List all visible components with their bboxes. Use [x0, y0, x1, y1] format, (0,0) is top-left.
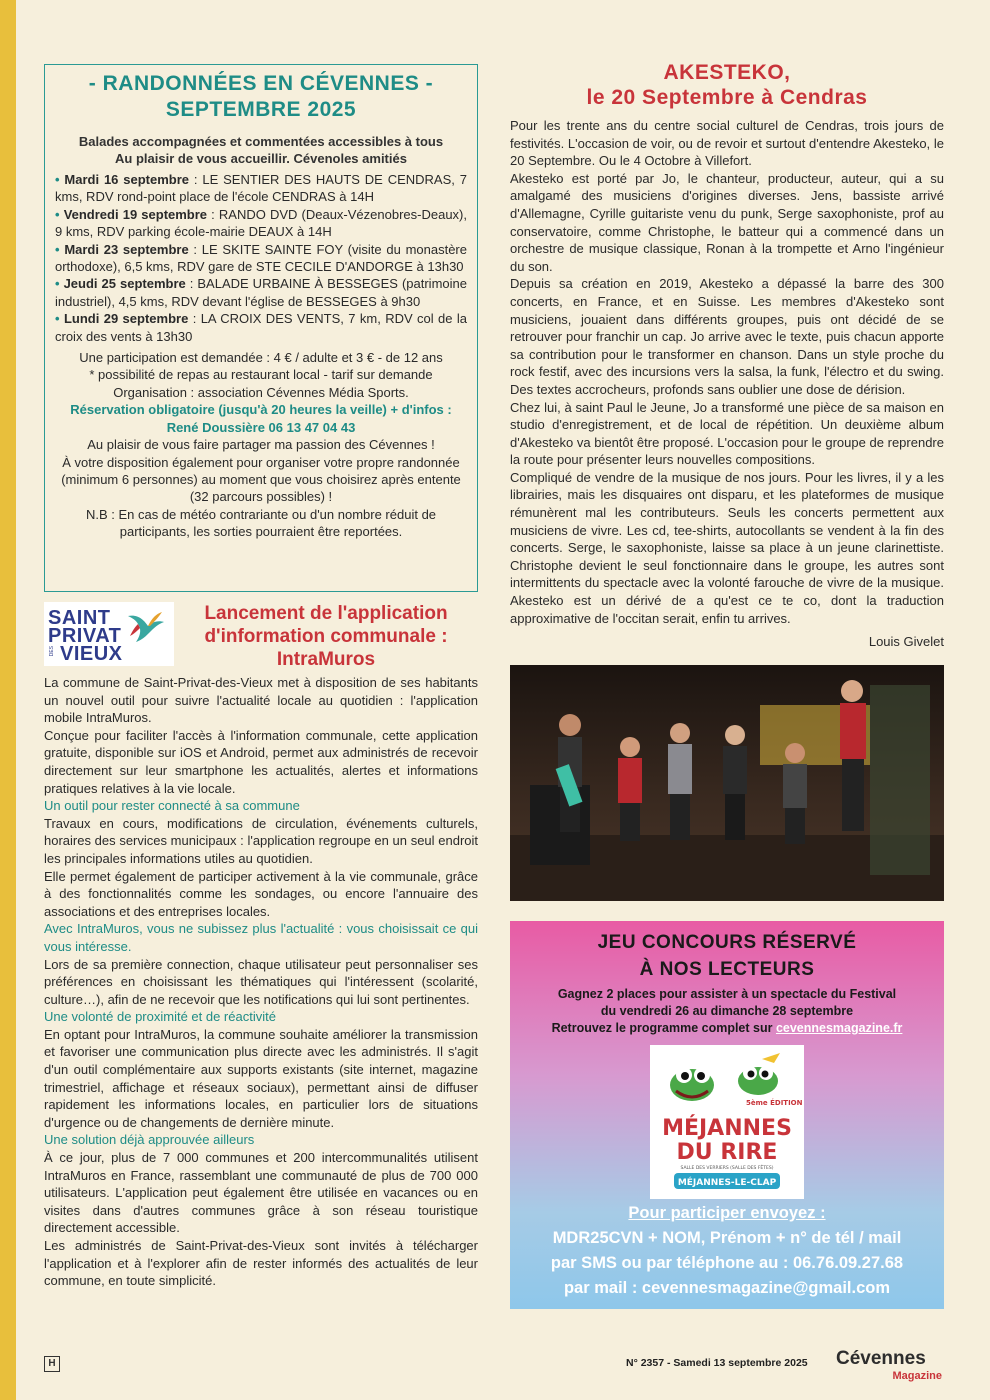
page-letter-badge: H	[44, 1356, 60, 1372]
akesteko-title: AKESTEKO, le 20 Septembre à Cendras	[586, 61, 868, 109]
svg-text:MÉJANNES: MÉJANNES	[662, 1115, 792, 1141]
intramuros-header	[44, 602, 478, 674]
svg-text:SALLE DES VERRIERS (SALLE DES: SALLE DES VERRIERS (SALLE DES FÊTES)	[680, 1165, 774, 1171]
subheading: Une solution déjà approuvée ailleurs	[44, 1132, 255, 1148]
list-item: • Jeudi 25 septembre : BALADE URBAINE À BESSEGES (patrimoine industriel), 4,5 kms, RDV devant l'église de BESSEGES à 9h30	[55, 276, 467, 309]
contact-text: René Doussière 06 13 47 04 43	[166, 419, 356, 435]
nb-text: N.B : En cas de météo contrariante ou d'un nombre réduit de participants, les sorties pourraient être reportées.	[85, 506, 437, 540]
yellow-edge-strip	[0, 0, 16, 1400]
festival-poster-image	[650, 1045, 804, 1199]
participation-text: Une participation est demandée : 4 € / adulte et 3 € - de 12 ans	[79, 350, 443, 366]
svg-text:DU RIRE: DU RIRE	[676, 1139, 778, 1165]
paragraph: En optant pour IntraMuros, la commune souhaite améliorer la transmission et favoriser une communication plus directe avec les administrés. Il s'agit d'un outil complémentaire aux supports existants (site internet, magazine trimestriel, affichage et réseaux sociaux), permettant ainsi de diffuser rapidement les informations locales, en particulier lors de situations d'urgence ou de changements de dernière minute.	[44, 1026, 478, 1130]
hummingbird-icon	[126, 610, 166, 644]
svg-text:5ème ÉDITION: 5ème ÉDITION	[746, 1098, 803, 1107]
right-column	[510, 60, 944, 1309]
paragraph: Chez lui, à saint Paul le Jeune, Jo a transformé une pièce de sa maison en studio d'enregistrement, et de local de répétition. Un deuxième album d'Akesteko va bientôt être proposé. L'occasion pour le groupe de reprendre la route pour présenter leurs nouvelles compositions.	[510, 399, 944, 468]
paragraph: La commune de Saint-Privat-des-Vieux met à disposition de ses habitants un nouvel outil pour suivre l'actualité locale au quotidien : l'application mobile IntraMuros.	[44, 675, 478, 726]
list-item: • Mardi 23 septembre : LE SKITE SAINTE FOY (visite du monastère orthodoxe), 6,5 kms, RDV gare de STE CECILE D'ANDORGE à 13h30	[55, 241, 467, 275]
band-on-stage-image	[510, 665, 944, 901]
organisation-text: Organisation : association Cévennes Média Sports.	[113, 384, 409, 400]
issue-info: N° 2357 - Samedi 13 septembre 2025	[626, 1357, 808, 1369]
intramuros-title: Lancement de l'application d'information communale : IntraMuros	[204, 603, 448, 670]
paragraph: Depuis sa création en 2019, Akesteko a dépassé la barre des 300 concerts, en France, et en Suisse. Les membres d'Akesteko sont musiciens, jouaient dans différents groupes, puis ont décidé de se retrouver pour franchir un cap. Jo arrive avec le texte, puis chacun apporte sa contribution pour le transformer en chanson. Dans un style proche du rock festif, avec des incursions vers la salsa, la funk, l'électro et du swing. Des textes accrocheurs, profonds sans oublier une dose de dérision.	[510, 276, 944, 397]
subheading: Avec IntraMuros, vous ne subissez plus l'actualité : vous choisissait ce qui vous intéresse.	[44, 921, 478, 954]
list-item: • Mardi 16 septembre : LE SENTIER DES HAUTS DE CENDRAS, 7 kms, RDV rond-point place de l'école CENDRAS à 14H	[55, 172, 467, 205]
paragraph: Travaux en cours, modifications de circulation, événements culturels, horaires des services municipaux : l'application regroupe en un seul endroit les principales informations utiles au quotidien.	[44, 815, 478, 866]
repas-text: * possibilité de repas au restaurant local - tarif sur demande	[89, 367, 433, 383]
list-item: • Vendredi 19 septembre : RANDO DVD (Deaux-Vézenobres-Deaux), 9 kms, RDV parking école-mairie DEAUX à 14H	[55, 206, 467, 240]
mejannes-du-rire-poster	[650, 1045, 804, 1199]
contest-box	[510, 921, 944, 1309]
randonnees-box	[44, 64, 478, 592]
contest-instructions: Pour participer envoyez : MDR25CVN + NOM, Prénom + n° de tél / mail par SMS ou par téléphone au : 06.76.09.27.68 par mail : cevennesmagazine@gmail.com	[550, 1203, 904, 1297]
paragraph: À ce jour, plus de 7 000 communes et 200 intercommunalités utilisent IntraMuros en France, rassemblant une communauté de plus de 700 000 utilisateurs. L'application peut également être utilisée en vacances ou en visites dans d'autres communes grâce à son réseau touristique directement accessible.	[44, 1150, 478, 1236]
paragraph: Pour les trente ans du centre social culturel de Cendras, trois jours de festivités. L'occasion de voir, ou de revoir et surtout d'entendre Akesteko, le 20 Septembre. Ou le 4 Octobre à Villefort.	[510, 118, 944, 169]
paragraph: Lors de sa première connection, chaque utilisateur peut personnaliser ses préférences en choisissant les thématiques qui l'intéressent (scolarité, culture…), afin de ne recevoir que les notifications qui lui sont pertinentes.	[44, 956, 478, 1007]
subheading: Un outil pour rester connecté à sa commune	[44, 798, 300, 814]
randonnees-intro: Balades accompagnées et commentées accessibles à tous Au plaisir de vous accueillir. Cévenoles amitiés	[78, 134, 444, 166]
cevennes-magazine-logo: Cévennes Magazine	[836, 1348, 942, 1382]
paragraph: Conçue pour faciliter l'accès à l'information communale, cette application gratuite, disponible sur iOS et Android, permet aux administrés de recevoir directement sur leur smartphone les actualités, alertes et informations pratiques relatives à la vie locale.	[44, 727, 478, 796]
paragraph: Akesteko est porté par Jo, le chanteur, producteur, auteur, qui a su amalgamé des musiciens d'origines diverses. Jens, bassiste arrivé d'Allemagne, Cyrille guitariste venu du punk, Serge saxophoniste, prof au conservatoire, comme Christophe, le batteur qui a commencé dans un orchestre de musique classique, Ronan à la trompette et Arno l'ingénieur du son.	[510, 170, 944, 274]
saint-privat-logo: SAINT PRIVAT VIEUX DES	[44, 602, 174, 666]
article-author: Louis Givelet	[868, 634, 944, 650]
intramuros-article	[44, 674, 478, 1290]
band-photo	[510, 665, 944, 901]
svg-text:MÉJANNES-LE-CLAP: MÉJANNES-LE-CLAP	[677, 1177, 777, 1188]
paragraph: Elle permet également de participer activement à la vie communale, grâce à des fonctionnalités comme les sondages, ou encore l'annuaire des associations et des entreprises locales.	[44, 868, 478, 919]
website-link[interactable]: cevennesmagazine.fr	[775, 1020, 903, 1035]
left-column	[44, 64, 478, 1290]
randonnees-list	[55, 171, 467, 345]
paragraph: Les administrés de Saint-Privat-des-Vieux sont invités à télécharger l'application et à l'explorer afin de rester informés des actualités de leur commune, en toute simplicité.	[44, 1238, 478, 1289]
list-item: • Lundi 29 septembre : LA CROIX DES VENTS, 7 km, RDV col de la croix des vents à 13h30	[55, 311, 467, 344]
contest-description: Gagnez 2 places pour assister à un spectacle du Festival du vendredi 26 au dimanche 28 septembre Retrouvez le programme complet sur cevennesmagazine.fr	[551, 986, 903, 1035]
contest-title: JEU CONCOURS RÉSERVÉ À NOS LECTEURS	[597, 931, 857, 980]
reservation-text: Réservation obligatoire (jusqu'à 20 heures la veille) + d'infos :	[70, 402, 452, 418]
subheading: Une volonté de proximité et de réactivité	[44, 1009, 276, 1025]
akesteko-article	[510, 117, 944, 627]
paragraph: Compliqué de vendre de la musique de nos jours. Pour les livres, il y a les librairies, mais les disquaires ont disparu, et les plateformes de musique rémunèrent mal les contributeurs. Seuls les concerts permettent aux musiciens de vivre. Les cd, tee-shirts, autocollants se vendent à la fin des concerts. Serge, le saxophoniste, laisse sa place à un jeune clarinettiste. Christophe devient le seul fonctionnaire dans le groupe, les autres sont intermittents du spectacle avec la volonté farouche de vivre de la musique. Akesteko est un dérivé de a qu'est ce te co, dont la traduction approximative de l'occitan serait, enfin tu arrives.	[510, 469, 944, 626]
disposition-text: À votre disposition également pour organiser votre propre randonnée (minimum 6 personnes) au moment que vous choisirez après entente (32 parcours possibles) !	[61, 454, 461, 505]
randonnees-title: - RANDONNÉES EN CÉVENNES - SEPTEMBRE 2025	[88, 72, 434, 121]
plaisir-text: Au plaisir de vous faire partager ma passion des Cévennes !	[87, 437, 435, 453]
